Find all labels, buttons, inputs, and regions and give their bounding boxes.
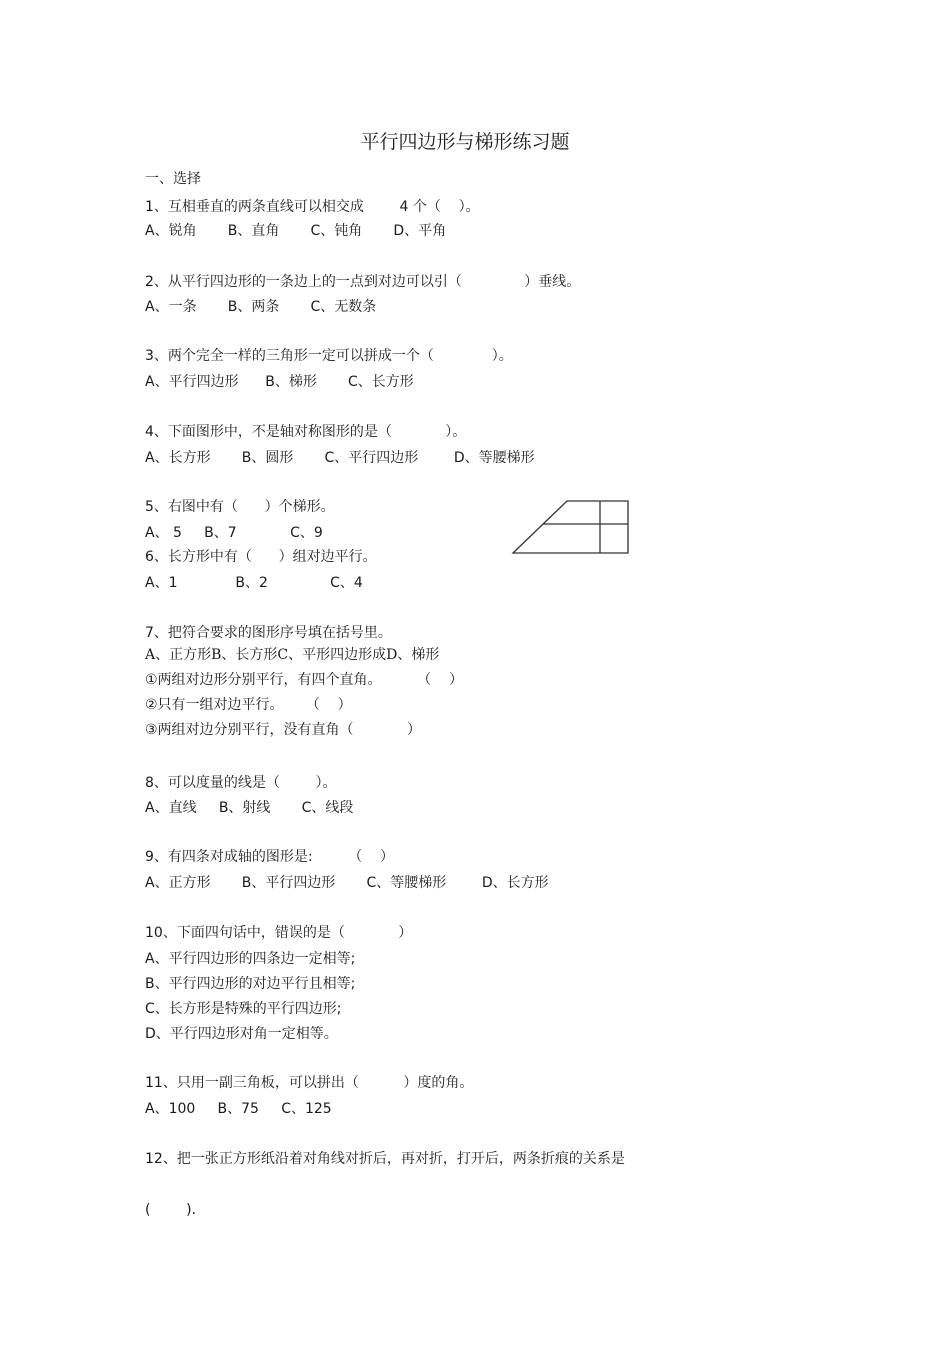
question-1: 1、互相垂直的两条直线可以相交成 4 个（ ）。 xyxy=(145,199,480,215)
question-6: 6、长方形中有（ ）组对边平行。 xyxy=(145,549,377,565)
question-12: 12、把一张正方形纸沿着对角线对折后，再对折，打开后，两条折痕的关系是 xyxy=(145,1151,625,1167)
question-7-item: ③两组对边分别平行，没有直角（ ） xyxy=(145,722,421,738)
question-7-item: ②只有一组对边平行。 （ ） xyxy=(145,697,352,713)
question-11: 11、只用一副三角板，可以拼出（ ）度的角。 xyxy=(145,1075,474,1091)
question-11-options: A、100 B、75 C、125 xyxy=(145,1101,332,1117)
question-2-options: A、一条 B、两条 C、无数条 xyxy=(145,299,377,315)
question-7-choices: A、正方形B、长方形C、平形四边形成D、梯形 xyxy=(145,647,440,663)
question-1-options: A、锐角 B、直角 C、钝角 D、平角 xyxy=(145,223,447,239)
question-7: 7、把符合要求的图形序号填在括号里。 xyxy=(145,625,392,641)
question-7-item: ①两组对边形分别平行，有四个直角。 （ ） xyxy=(145,672,463,688)
question-10-option: B、平行四边形的对边平行且相等; xyxy=(145,976,356,992)
question-4: 4、下面图形中，不是轴对称图形的是（ ）。 xyxy=(145,424,467,440)
question-5: 5、右图中有（ ）个梯形。 xyxy=(145,499,335,515)
trapezoid-figure xyxy=(510,498,632,556)
question-9-options: A、正方形 B、平行四边形 C、等腰梯形 D、长方形 xyxy=(145,875,549,891)
question-8: 8、可以度量的线是（ ）。 xyxy=(145,775,337,791)
question-10-option: A、平行四边形的四条边一定相等; xyxy=(145,951,356,967)
section-heading: 一、选择 xyxy=(145,171,201,187)
question-10-option: D、平行四边形对角一定相等。 xyxy=(145,1026,338,1042)
question-10: 10、下面四句话中，错误的是（ ） xyxy=(145,925,413,941)
question-2: 2、从平行四边形的一条边上的一点到对边可以引（ ）垂线。 xyxy=(145,274,581,290)
question-5-options: A、 5 B、7 C、9 xyxy=(145,525,323,541)
page-title: 平行四边形与梯形练习题 xyxy=(360,131,570,153)
question-10-option: C、长方形是特殊的平行四边形; xyxy=(145,1001,342,1017)
question-6-options: A、1 B、2 C、4 xyxy=(145,575,363,591)
question-3-options: A、平行四边形 B、梯形 C、长方形 xyxy=(145,374,414,390)
question-3: 3、两个完全一样的三角形一定可以拼成一个（ ）。 xyxy=(145,348,513,364)
question-12-blank: ( ). xyxy=(145,1202,196,1218)
question-8-options: A、直线 B、射线 C、线段 xyxy=(145,800,354,816)
question-9: 9、有四条对成轴的图形是: （ ） xyxy=(145,849,395,865)
question-4-options: A、长方形 B、圆形 C、平行四边形 D、等腰梯形 xyxy=(145,450,535,466)
